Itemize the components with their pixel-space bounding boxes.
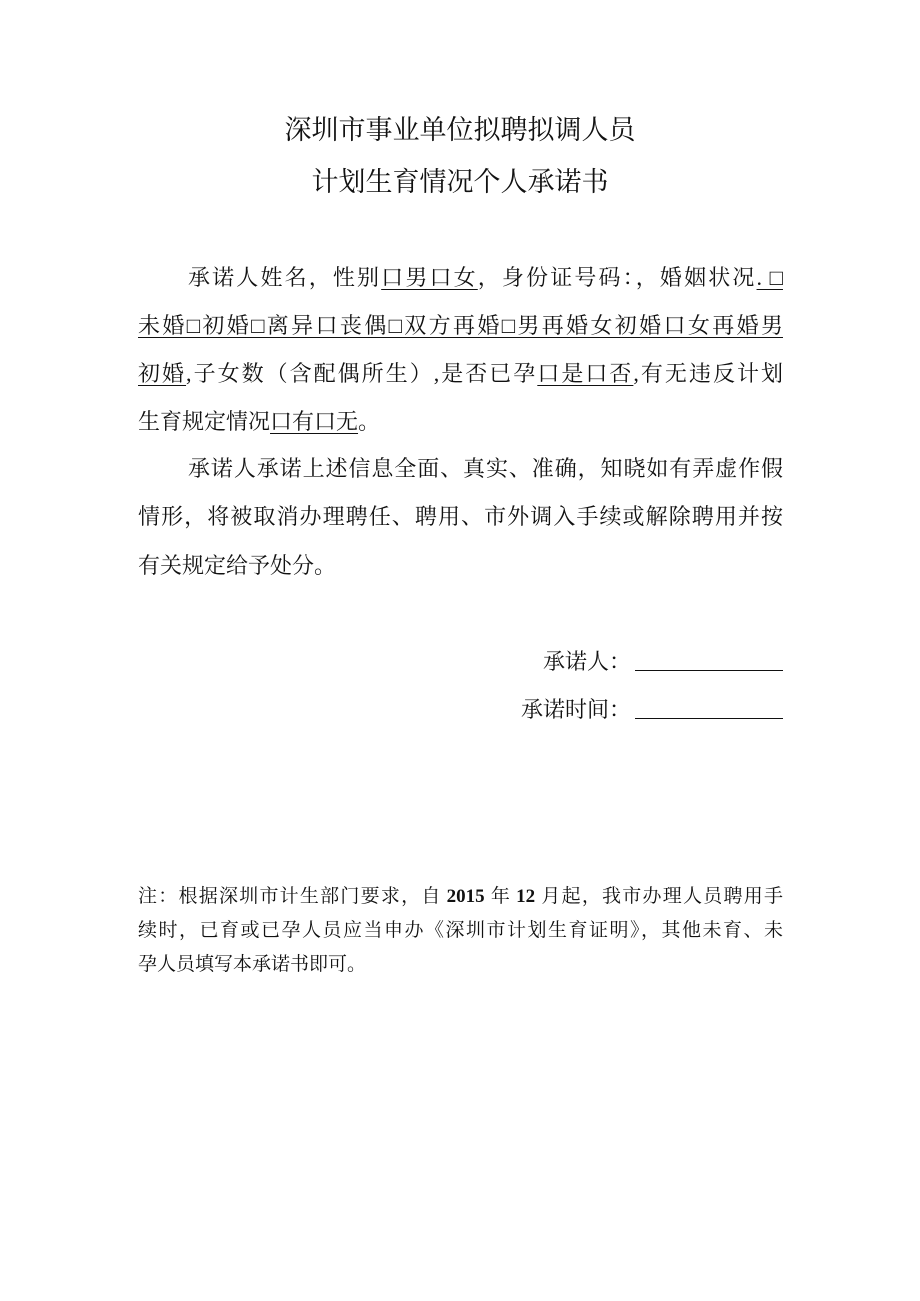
pledge-line-4 bbox=[138, 398, 783, 446]
violation-label-start: ,有无违反计划 bbox=[633, 361, 783, 386]
note-year: 2015 bbox=[446, 886, 485, 907]
note-year-unit: 年 bbox=[489, 886, 512, 907]
document-title-line-2: 计划生育情况个人承诺书 bbox=[311, 167, 609, 197]
declaration-line-1: 承诺人承诺上述信息全面、真实、准确，知晓如有弄虚作假 bbox=[188, 456, 783, 481]
marital-status-options: 未婚□初婚□离异口丧偶□双方再婚□男再婚女初婚口女再婚男 bbox=[138, 313, 783, 338]
document-title-line-1: 深圳市事业单位拟聘拟调人员 bbox=[284, 115, 636, 145]
date-label: 承诺时间： bbox=[520, 697, 631, 722]
date-row bbox=[521, 690, 783, 730]
period: 。 bbox=[358, 409, 381, 434]
marital-status-options-end: 初婚 bbox=[138, 361, 187, 386]
note-line-2: 续时，已育或已孕人员应当申办《深圳市计划生育证明》，其他未育、未 bbox=[138, 920, 783, 941]
violation-options: 口有口无 bbox=[270, 409, 359, 434]
signer-row bbox=[543, 642, 783, 682]
marital-status-options-start: . □ bbox=[756, 265, 783, 290]
note-month: 12 bbox=[516, 886, 536, 907]
note-line-3: 孕人员填写本承诺书即可。 bbox=[138, 954, 367, 975]
id-marital-label: ，身份证号码：，婚姻状况 bbox=[477, 265, 757, 290]
declaration-line-2: 情形，将被取消办理聘任、聘用、市外调入手续或解除聘用并按 bbox=[138, 504, 783, 529]
applicant-info-text: 承诺人姓名，性别 bbox=[188, 265, 382, 290]
pledge-line-3 bbox=[138, 350, 783, 398]
pledge-line-1 bbox=[188, 254, 783, 302]
violation-label-end: 生育规定情况 bbox=[138, 409, 271, 434]
signer-blank-line bbox=[635, 642, 783, 671]
gender-options: 口男口女 bbox=[381, 265, 478, 290]
date-blank-line bbox=[635, 690, 783, 719]
note-text-end: 月起，我市办理人员聘用手 bbox=[540, 886, 783, 907]
signer-label: 承诺人： bbox=[542, 649, 631, 674]
declaration-line-3: 有关规定给予处分。 bbox=[138, 553, 337, 578]
children-pregnancy-label: ,子女数（含配偶所生）,是否已孕 bbox=[186, 361, 538, 386]
pledge-line-2 bbox=[138, 302, 783, 350]
pregnancy-options: 口是口否 bbox=[537, 361, 634, 386]
note-text-start: 注：根据深圳市计生部门要求，自 bbox=[138, 886, 442, 907]
note-line-1 bbox=[138, 880, 783, 914]
